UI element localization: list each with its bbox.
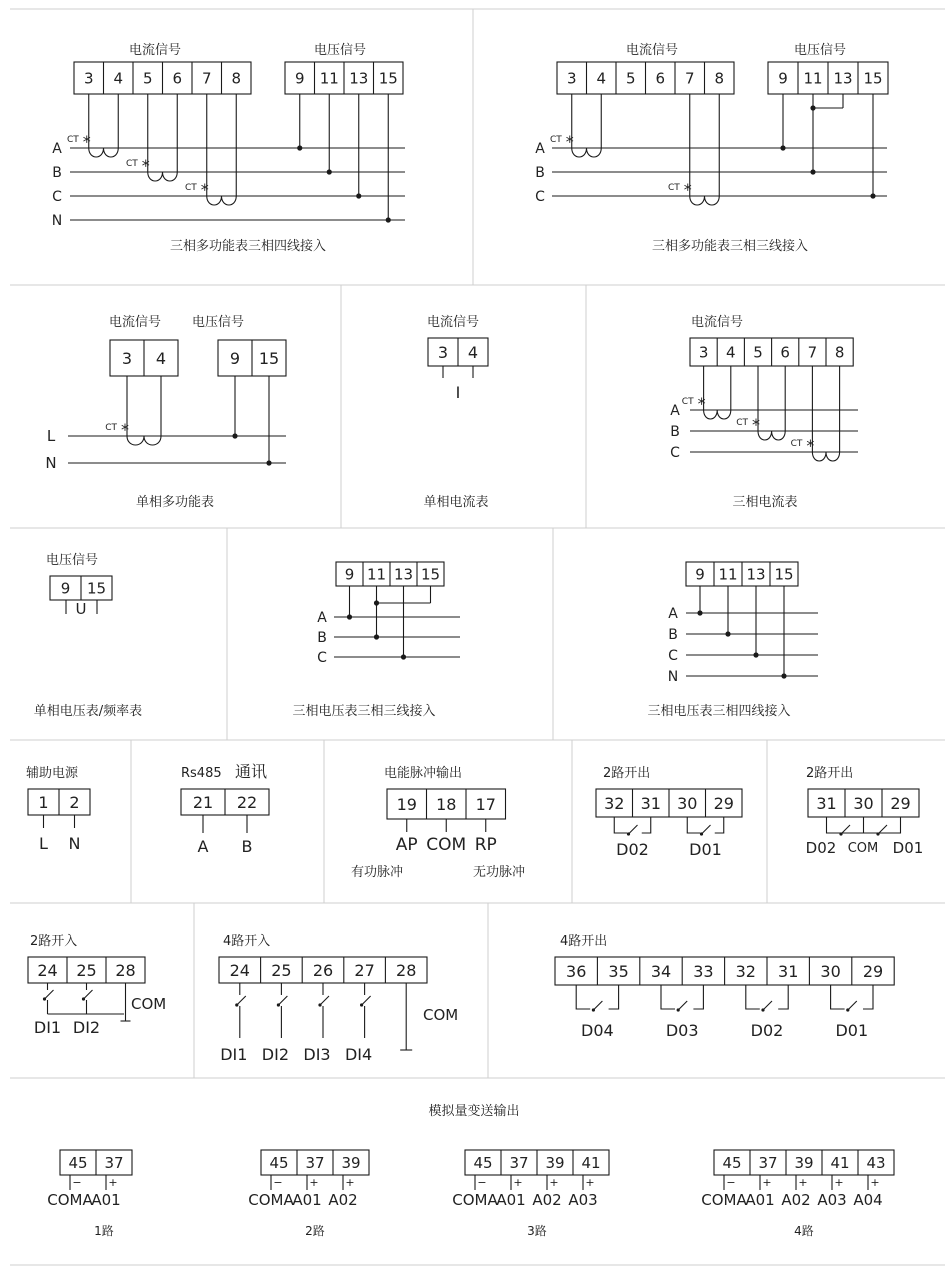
relay-wire (746, 985, 760, 1009)
switch-contact (848, 1001, 857, 1010)
terminal-number: 26 (312, 960, 334, 980)
ct-coil (89, 148, 119, 157)
junction-dot (374, 600, 379, 605)
analog-output-label: COMA (47, 1191, 93, 1209)
current-signal-label: 电流信号 (128, 43, 182, 58)
terminal-number: 3 (698, 343, 709, 362)
terminal-number: 7 (201, 69, 212, 88)
junction-dot (780, 145, 785, 150)
panel-title: 电能脉冲输出 (384, 766, 463, 781)
terminal-number: 28 (396, 960, 417, 980)
analog-group-caption: 4路 (794, 1224, 814, 1238)
phase-label: C (670, 445, 680, 461)
switch-pivot (761, 1008, 764, 1011)
terminal-number: 25 (271, 960, 292, 980)
panel-4-digital-in (219, 934, 458, 1064)
terminal-number: 2 (69, 792, 80, 812)
terminal-number: 11 (718, 565, 738, 584)
terminal-number: 6 (655, 69, 666, 88)
panel-2-digital-in (28, 934, 166, 1037)
junction-dot (347, 614, 352, 619)
ct-mark: * (82, 132, 91, 151)
analog-output-label: COMA (248, 1191, 294, 1209)
switch-contact (362, 996, 371, 1005)
terminal-number: 17 (475, 794, 496, 814)
current-symbol: I (455, 383, 461, 402)
terminal-number: 7 (807, 343, 818, 362)
ct-label: CT (736, 418, 748, 428)
analog-output-group (701, 1150, 894, 1238)
analog-output-group (47, 1150, 132, 1238)
plus-sign: + (762, 1176, 772, 1189)
ct-coil (704, 410, 731, 419)
analog-group-caption: 1路 (94, 1224, 114, 1238)
panel-title: 2路开出 (603, 766, 651, 781)
phase-label: C (668, 648, 678, 664)
switch-contact (593, 1001, 602, 1010)
analog-group-caption: 3路 (527, 1224, 547, 1238)
relay-wire (661, 985, 675, 1009)
terminal-number: 45 (722, 1153, 742, 1172)
terminal-number: 15 (258, 348, 280, 368)
panel-caption: 三相电压表三相三线接入 (292, 704, 436, 719)
plus-sign: + (309, 1176, 319, 1189)
terminal-number: 3 (83, 69, 94, 88)
junction-dot (401, 654, 406, 659)
active-pulse-note: 有功脉冲 (351, 865, 404, 880)
junction-dot (266, 460, 271, 465)
switch-pivot (876, 832, 879, 835)
ct-label: CT (66, 135, 79, 145)
terminal-number: 21 (192, 792, 214, 812)
com-label: COM (131, 995, 167, 1013)
terminal-number: 13 (833, 69, 853, 88)
terminal-number: 45 (473, 1153, 493, 1172)
ct-mark: * (141, 156, 150, 175)
relay-wire (687, 817, 700, 833)
terminal-number: 9 (695, 565, 705, 584)
panel-title: 4路开出 (560, 934, 608, 949)
terminal-number: 11 (803, 69, 823, 88)
switch-pivot (627, 832, 630, 835)
com-label: COM (423, 1006, 459, 1024)
panel-2-relay-out-a (596, 765, 742, 859)
switch-pivot (846, 1008, 849, 1011)
analog-output-group (452, 1150, 609, 1238)
terminal-number: 18 (436, 794, 457, 814)
panel-3phase-multifunction-4wire (52, 42, 405, 254)
phase-label: A (535, 141, 545, 157)
terminal-number: 31 (816, 793, 837, 813)
di-label: DI1 (33, 1018, 62, 1037)
ct-coil (127, 436, 161, 445)
panel-single-phase-multifunction (45, 314, 286, 510)
terminal-number: 39 (545, 1153, 565, 1172)
terminal-number: 37 (104, 1153, 124, 1172)
plus-sign: + (870, 1176, 880, 1189)
di-label: DI3 (303, 1045, 331, 1064)
ct-label: CT (681, 397, 694, 407)
panel-title: 模拟量变送输出 (428, 1104, 520, 1119)
terminal-number: 3 (566, 69, 577, 88)
terminal-number: 39 (341, 1153, 361, 1172)
ct-coil (812, 452, 839, 461)
phase-label: L (46, 427, 56, 445)
relay-wire (831, 985, 845, 1009)
phase-label: B (317, 630, 327, 646)
relay-label: D01 (892, 839, 924, 857)
relay-wire (863, 985, 873, 1009)
di-label: DI1 (220, 1045, 248, 1064)
panel-2-relay-out-b (806, 765, 924, 857)
phase-label: B (52, 165, 62, 181)
panel-3phase-voltmeter-4wire (647, 562, 818, 719)
panel-caption: 单相电压表/频率表 (33, 704, 143, 719)
ct-mark: * (565, 132, 574, 151)
junction-dot (810, 169, 815, 174)
panel-caption: 单相电流表 (423, 495, 489, 510)
terminal-number: 24 (37, 960, 58, 980)
panel-dividers (10, 9, 945, 1265)
minus-sign: − (726, 1176, 736, 1189)
relay-wire (715, 817, 724, 833)
switch-contact (320, 996, 329, 1005)
analog-output-label: A01 (496, 1191, 526, 1209)
analog-output-label: COMA (701, 1191, 747, 1209)
relay-wire (642, 817, 651, 833)
current-signal-label: 电流信号 (108, 315, 162, 330)
switch-contact (237, 996, 246, 1005)
phase-label: N (45, 454, 57, 472)
junction-dot (374, 634, 379, 639)
switch-pivot (839, 832, 842, 835)
terminal-number: 1 (38, 792, 49, 812)
panel-energy-pulse (351, 765, 525, 880)
terminal-number: 4 (155, 348, 167, 368)
switch-contact (678, 1001, 687, 1010)
terminal-number: 37 (305, 1153, 325, 1172)
analog-output-label: A01 (91, 1191, 121, 1209)
panel-caption: 三相电压表三相四线接入 (647, 704, 791, 719)
analog-output-label: A04 (853, 1191, 883, 1209)
switch-contact (84, 990, 93, 999)
terminal-number: 34 (650, 961, 672, 981)
rs485-line-label: B (241, 837, 253, 856)
switch-pivot (43, 997, 46, 1000)
phase-label: N (667, 669, 679, 685)
terminal-number: 9 (294, 69, 305, 88)
junction-dot (781, 673, 786, 678)
analog-output-label: A02 (781, 1191, 811, 1209)
terminal-number: 15 (420, 565, 441, 584)
minus-sign: − (72, 1176, 82, 1189)
current-signal-label: 电流信号 (690, 315, 744, 330)
ct-coil (572, 148, 602, 157)
analog-output-label: A03 (568, 1191, 598, 1209)
terminal-number: 39 (794, 1153, 814, 1172)
panel-single-phase-ammeter (423, 314, 488, 510)
junction-dot (810, 105, 815, 110)
analog-output-label: A02 (328, 1191, 358, 1209)
terminal-number: 3 (437, 342, 449, 362)
voltage-signal-label: 电压信号 (313, 43, 367, 58)
terminal-number: 8 (834, 343, 845, 362)
terminal-number: 33 (693, 961, 714, 981)
current-signal-label: 电流信号 (426, 315, 480, 330)
terminal-number: 43 (866, 1153, 886, 1172)
ct-mark: * (683, 180, 692, 199)
phase-label: C (535, 189, 545, 205)
rs485-line-label: A (197, 837, 209, 856)
ct-label: CT (105, 423, 117, 433)
ct-label: CT (549, 135, 562, 145)
analog-group-caption: 2路 (305, 1224, 325, 1238)
di-label: DI4 (344, 1045, 373, 1064)
panel-title-comm: 通讯 (235, 762, 268, 781)
switch-pivot (318, 1003, 321, 1006)
switch-pivot (277, 1003, 280, 1006)
switch-pivot (360, 1003, 363, 1006)
switch-pivot (235, 1003, 238, 1006)
terminal-number: 15 (378, 69, 398, 88)
relay-label: D02 (750, 1021, 784, 1040)
phase-label: C (52, 189, 62, 205)
terminal-number: 41 (581, 1153, 601, 1172)
terminal-number: 11 (319, 69, 339, 88)
ct-coil (690, 196, 720, 205)
junction-dot (297, 145, 302, 150)
terminal-number: 13 (746, 565, 766, 584)
terminal-number: 22 (236, 792, 258, 812)
panel-title: 2路开出 (806, 766, 854, 781)
terminal-number: 19 (396, 794, 417, 814)
panel-rs485 (181, 762, 269, 856)
current-signal-label: 电流信号 (625, 43, 679, 58)
junction-dot (327, 169, 332, 174)
terminal-number: 41 (830, 1153, 850, 1172)
terminal-number: 5 (625, 69, 636, 88)
reactive-pulse-note: 无功脉冲 (473, 865, 526, 880)
ct-mark: * (752, 415, 760, 434)
panel-analog-output (47, 1103, 894, 1238)
voltage-symbol: U (75, 600, 87, 618)
terminal-number: 15 (774, 565, 794, 584)
terminal-number: 9 (778, 69, 788, 88)
terminal-number: 4 (596, 69, 607, 88)
terminal-number: 35 (608, 961, 629, 981)
ct-label: CT (667, 183, 680, 193)
plus-sign: + (108, 1176, 118, 1189)
terminal-number: 4 (467, 342, 479, 362)
junction-dot (386, 217, 391, 222)
terminal-number: 31 (778, 961, 799, 981)
relay-wire (693, 985, 703, 1009)
terminal-number: 37 (758, 1153, 778, 1172)
phase-label: A (668, 606, 678, 622)
terminal-number: 5 (142, 69, 153, 88)
switch-contact (702, 825, 711, 834)
phase-label: N (51, 213, 63, 229)
terminal-number: 15 (863, 69, 883, 88)
terminal-number: 37 (509, 1153, 529, 1172)
terminal-number: 30 (677, 793, 698, 813)
minus-sign: − (477, 1176, 487, 1189)
power-line-label: L (39, 834, 48, 853)
panel-title: 4路开入 (223, 934, 271, 949)
switch-contact (629, 825, 638, 834)
switch-contact (763, 1001, 772, 1010)
terminal-number: 36 (566, 961, 587, 981)
pulse-line-label: AP (395, 835, 418, 855)
terminal-number: 4 (726, 343, 736, 362)
ct-mark: * (806, 436, 815, 455)
pulse-line-label: RP (474, 835, 497, 855)
phase-label: A (52, 141, 62, 157)
analog-output-label: COMA (452, 1191, 498, 1209)
ct-coil (207, 196, 237, 205)
panel-caption: 三相多功能表三相三线接入 (651, 239, 809, 254)
terminal-number: 13 (393, 565, 414, 584)
junction-dot (870, 193, 875, 198)
analog-output-label: A02 (532, 1191, 562, 1209)
power-line-label: N (68, 834, 81, 853)
minus-sign: − (273, 1176, 283, 1189)
ct-label: CT (184, 183, 197, 193)
analog-output-group (248, 1150, 369, 1238)
panel-aux-power (26, 765, 90, 853)
junction-dot (725, 631, 730, 636)
panel-caption: 三相电流表 (732, 495, 798, 510)
terminal-number: 11 (366, 565, 387, 584)
terminal-number: 8 (231, 69, 242, 88)
relay-label: D01 (689, 840, 722, 859)
phase-label: A (317, 610, 327, 626)
relay-wire (778, 985, 788, 1009)
terminal-number: 32 (735, 961, 756, 981)
relay-wire (614, 817, 627, 833)
pulse-line-label: COM (426, 835, 467, 855)
terminal-number: 31 (640, 793, 661, 813)
panel-3phase-multifunction-3wire (535, 42, 888, 254)
voltage-signal-label: 电压信号 (793, 43, 847, 58)
relay-label: D03 (665, 1021, 699, 1040)
junction-dot (697, 610, 702, 615)
phase-label: B (668, 627, 678, 643)
terminal-number: 30 (853, 793, 874, 813)
panel-4-relay-out (555, 933, 894, 1040)
terminal-number: 27 (354, 960, 375, 980)
relay-common-label: COM (847, 841, 879, 856)
terminal-number: 6 (780, 343, 790, 362)
terminal-number: 24 (229, 960, 250, 980)
panel-3phase-ammeter (670, 314, 858, 510)
terminal-number: 3 (121, 348, 133, 368)
relay-wire (609, 985, 619, 1009)
plus-sign: + (513, 1176, 523, 1189)
terminal-number: 32 (604, 793, 625, 813)
plus-sign: + (585, 1176, 595, 1189)
terminal-number: 30 (820, 961, 841, 981)
terminal-number: 9 (344, 565, 355, 584)
panel-title: 辅助电源 (26, 766, 79, 781)
terminal-number: 28 (115, 960, 136, 980)
panel-caption: 三相多功能表三相四线接入 (169, 239, 327, 254)
terminal-number: 4 (113, 69, 124, 88)
phase-label: A (670, 403, 680, 419)
switch-contact (278, 996, 287, 1005)
terminal-number: 5 (753, 343, 763, 362)
phase-label: C (317, 650, 327, 666)
panel-title-rs485: Rs485 (181, 766, 222, 781)
ct-mark: * (697, 394, 706, 413)
phase-label: B (670, 424, 680, 440)
terminal-number: 9 (60, 579, 71, 598)
ct-label: CT (790, 439, 803, 449)
terminal-number: 7 (684, 69, 695, 88)
terminal-number: 45 (269, 1153, 289, 1172)
junction-dot (356, 193, 361, 198)
ct-coil (148, 172, 178, 181)
terminal-number: 9 (229, 348, 241, 368)
terminal-number: 15 (86, 579, 107, 598)
plus-sign: + (834, 1176, 844, 1189)
relay-label: D04 (581, 1021, 614, 1040)
switch-pivot (700, 832, 703, 835)
junction-dot (753, 652, 758, 657)
terminal-number: 13 (349, 69, 369, 88)
plus-sign: + (549, 1176, 559, 1189)
switch-contact (45, 990, 54, 999)
analog-output-label: A03 (817, 1191, 847, 1209)
terminal-number: 6 (172, 69, 183, 88)
ct-coil (758, 431, 785, 440)
terminal-number: 29 (713, 793, 734, 813)
switch-pivot (677, 1008, 680, 1011)
terminal-number: 45 (68, 1153, 88, 1172)
switch-pivot (592, 1008, 595, 1011)
analog-output-label: A01 (292, 1191, 322, 1209)
panel-caption: 单相多功能表 (135, 495, 215, 510)
relay-wire (576, 985, 590, 1009)
panel-3phase-voltmeter-3wire (292, 562, 460, 719)
relay-label: D01 (835, 1021, 869, 1040)
switch-pivot (82, 997, 85, 1000)
terminal-number: 25 (76, 960, 97, 980)
voltage-signal-label: 电压信号 (191, 315, 245, 330)
terminal-number: 29 (890, 793, 911, 813)
panel-title: 2路开入 (30, 934, 78, 949)
terminal-number: 8 (714, 69, 725, 88)
voltage-signal-label: 电压信号 (45, 553, 99, 568)
di-label: DI2 (72, 1018, 101, 1037)
ct-mark: * (200, 180, 209, 199)
phase-label: B (535, 165, 545, 181)
relay-label: D02 (616, 840, 649, 859)
plus-sign: + (798, 1176, 808, 1189)
plus-sign: + (345, 1176, 355, 1189)
analog-output-label: A01 (745, 1191, 775, 1209)
junction-dot (232, 433, 237, 438)
di-label: DI2 (261, 1045, 290, 1064)
panel-single-phase-voltmeter (34, 552, 142, 719)
ct-mark: * (121, 420, 129, 439)
relay-label: D02 (805, 839, 837, 857)
terminal-number: 29 (862, 961, 884, 981)
ct-label: CT (125, 159, 138, 169)
